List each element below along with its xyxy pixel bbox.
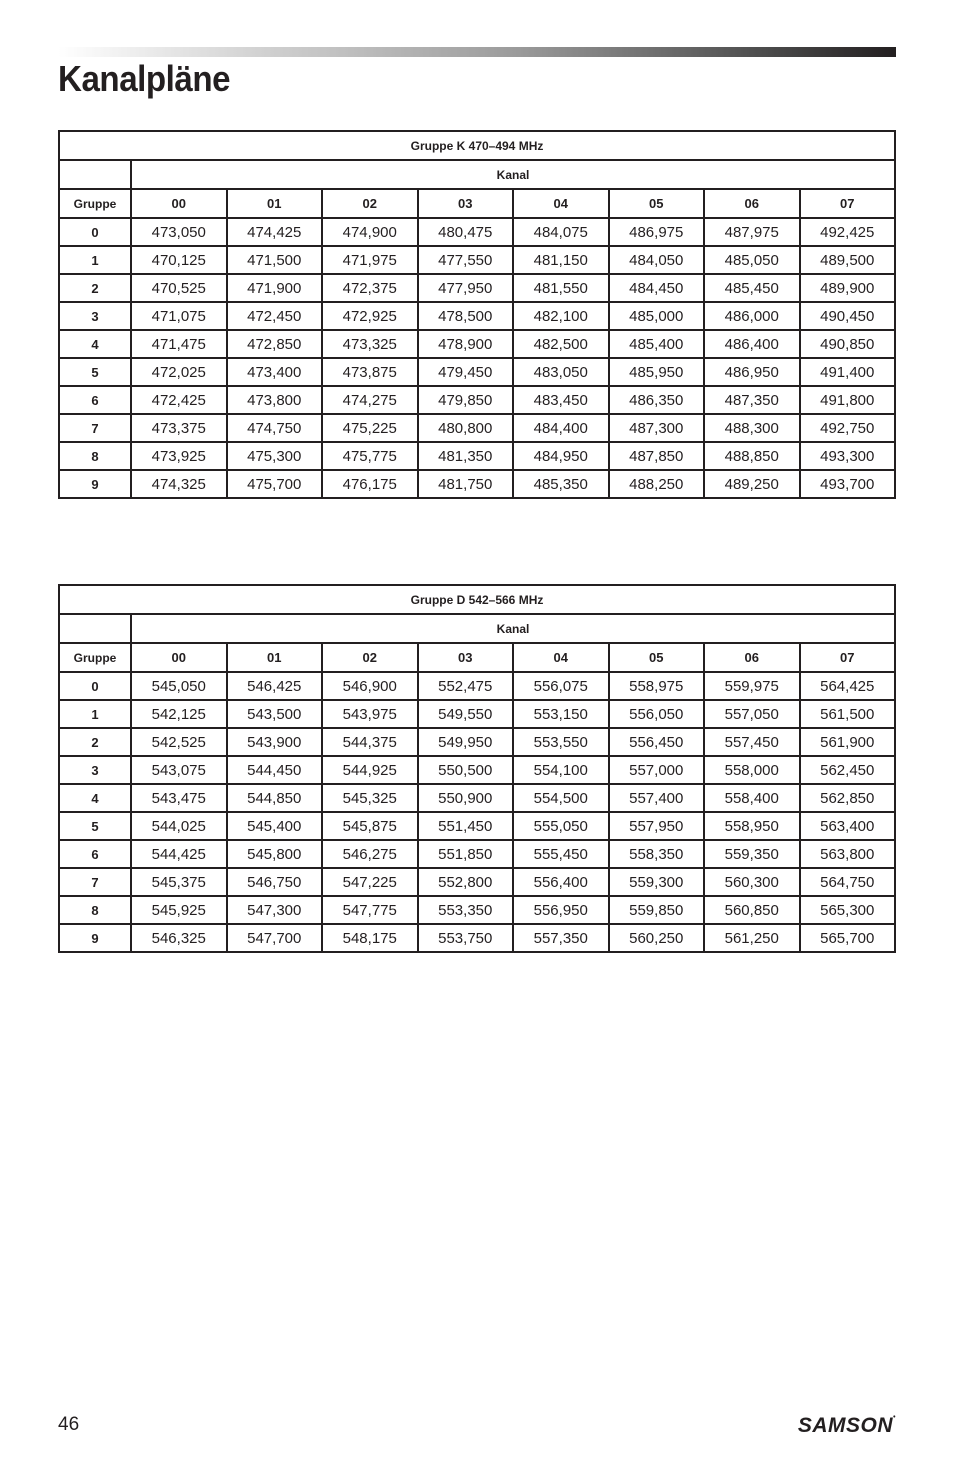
frequency-cell: 562,850 [800, 784, 896, 812]
frequency-cell: 484,950 [513, 442, 609, 470]
frequency-cell: 477,550 [418, 246, 514, 274]
frequency-cell: 472,925 [322, 302, 418, 330]
frequency-cell: 487,300 [609, 414, 705, 442]
table-row [59, 414, 895, 442]
channel-label: Kanal [131, 160, 895, 189]
frequency-cell: 487,850 [609, 442, 705, 470]
channel-header: 04 [513, 643, 609, 672]
channel-label-row [59, 160, 895, 189]
frequency-cell: 472,375 [322, 274, 418, 302]
frequency-cell: 474,900 [322, 218, 418, 246]
frequency-cell: 546,275 [322, 840, 418, 868]
frequency-cell: 543,075 [131, 756, 227, 784]
table-title-row [59, 585, 895, 614]
channel-label: Kanal [131, 614, 895, 643]
frequency-cell: 563,800 [800, 840, 896, 868]
frequency-cell: 552,475 [418, 672, 514, 700]
frequency-cell: 474,750 [227, 414, 323, 442]
group-number: 8 [59, 442, 131, 470]
brand-name: SAMSON [797, 1414, 894, 1437]
page-number: 46 [58, 1414, 80, 1435]
column-header-row [59, 643, 895, 672]
table-row [59, 840, 895, 868]
frequency-cell: 565,700 [800, 924, 896, 952]
channel-header: 06 [704, 189, 800, 218]
frequency-cell: 487,975 [704, 218, 800, 246]
frequency-cell: 550,500 [418, 756, 514, 784]
frequency-cell: 543,475 [131, 784, 227, 812]
frequency-cell: 486,350 [609, 386, 705, 414]
table-row [59, 700, 895, 728]
frequency-cell: 481,350 [418, 442, 514, 470]
group-number: 2 [59, 728, 131, 756]
frequency-cell: 477,950 [418, 274, 514, 302]
frequency-cell: 490,450 [800, 302, 896, 330]
channel-header: 03 [418, 643, 514, 672]
channel-header: 00 [131, 189, 227, 218]
table-title-row [59, 131, 895, 160]
frequency-cell: 489,500 [800, 246, 896, 274]
frequency-cell: 544,425 [131, 840, 227, 868]
frequency-cell: 556,075 [513, 672, 609, 700]
frequency-cell: 472,850 [227, 330, 323, 358]
table-row [59, 812, 895, 840]
frequency-cell: 484,075 [513, 218, 609, 246]
frequency-cell: 481,150 [513, 246, 609, 274]
frequency-cell: 485,450 [704, 274, 800, 302]
empty-corner-cell [59, 614, 131, 643]
samson-logo [798, 1414, 896, 1438]
frequency-cell: 547,700 [227, 924, 323, 952]
frequency-cell: 471,500 [227, 246, 323, 274]
frequency-cell: 559,300 [609, 868, 705, 896]
table-row [59, 756, 895, 784]
table-row [59, 330, 895, 358]
frequency-cell: 543,500 [227, 700, 323, 728]
frequency-cell: 485,050 [704, 246, 800, 274]
table-row [59, 470, 895, 498]
frequency-cell: 489,250 [704, 470, 800, 498]
page-title: Kanalpläne [58, 58, 231, 99]
frequency-cell: 560,850 [704, 896, 800, 924]
frequency-cell: 561,250 [704, 924, 800, 952]
frequency-cell: 556,400 [513, 868, 609, 896]
frequency-cell: 474,425 [227, 218, 323, 246]
frequency-cell: 488,850 [704, 442, 800, 470]
frequency-cell: 552,800 [418, 868, 514, 896]
frequency-cell: 486,975 [609, 218, 705, 246]
frequency-cell: 553,550 [513, 728, 609, 756]
frequency-cell: 481,750 [418, 470, 514, 498]
group-number: 3 [59, 756, 131, 784]
frequency-cell: 475,225 [322, 414, 418, 442]
frequency-cell: 490,850 [800, 330, 896, 358]
frequency-cell: 556,450 [609, 728, 705, 756]
table-row [59, 246, 895, 274]
channel-table-group-k [58, 130, 896, 499]
frequency-cell: 478,900 [418, 330, 514, 358]
channel-header: 02 [322, 643, 418, 672]
table-row [59, 302, 895, 330]
frequency-cell: 486,950 [704, 358, 800, 386]
frequency-cell: 473,925 [131, 442, 227, 470]
group-number: 2 [59, 274, 131, 302]
frequency-cell: 475,775 [322, 442, 418, 470]
frequency-cell: 554,500 [513, 784, 609, 812]
frequency-cell: 475,700 [227, 470, 323, 498]
group-number: 5 [59, 812, 131, 840]
channel-header: 06 [704, 643, 800, 672]
frequency-cell: 478,500 [418, 302, 514, 330]
frequency-cell: 479,450 [418, 358, 514, 386]
frequency-cell: 492,425 [800, 218, 896, 246]
frequency-cell: 486,000 [704, 302, 800, 330]
frequency-cell: 479,850 [418, 386, 514, 414]
frequency-cell: 558,950 [704, 812, 800, 840]
frequency-cell: 475,300 [227, 442, 323, 470]
table-title: Gruppe D 542–566 MHz [59, 585, 895, 614]
channel-header: 05 [609, 189, 705, 218]
frequency-cell: 553,750 [418, 924, 514, 952]
frequency-cell: 492,750 [800, 414, 896, 442]
frequency-cell: 557,950 [609, 812, 705, 840]
frequency-cell: 486,400 [704, 330, 800, 358]
trademark-dot: • [893, 1414, 896, 1421]
frequency-cell: 544,850 [227, 784, 323, 812]
frequency-cell: 473,375 [131, 414, 227, 442]
frequency-cell: 551,450 [418, 812, 514, 840]
frequency-cell: 549,550 [418, 700, 514, 728]
frequency-cell: 547,225 [322, 868, 418, 896]
frequency-cell: 470,125 [131, 246, 227, 274]
frequency-cell: 473,800 [227, 386, 323, 414]
frequency-cell: 470,525 [131, 274, 227, 302]
table-row [59, 672, 895, 700]
frequency-cell: 472,425 [131, 386, 227, 414]
frequency-cell: 542,525 [131, 728, 227, 756]
channel-label-row [59, 614, 895, 643]
group-number: 5 [59, 358, 131, 386]
group-number: 0 [59, 672, 131, 700]
frequency-cell: 555,050 [513, 812, 609, 840]
channel-table-group-d [58, 584, 896, 953]
frequency-cell: 558,975 [609, 672, 705, 700]
frequency-cell: 564,750 [800, 868, 896, 896]
table-row [59, 358, 895, 386]
frequency-cell: 550,900 [418, 784, 514, 812]
frequency-cell: 493,700 [800, 470, 896, 498]
frequency-cell: 548,175 [322, 924, 418, 952]
group-number: 7 [59, 414, 131, 442]
frequency-cell: 559,850 [609, 896, 705, 924]
frequency-cell: 483,050 [513, 358, 609, 386]
frequency-cell: 547,300 [227, 896, 323, 924]
table-row [59, 924, 895, 952]
frequency-cell: 557,350 [513, 924, 609, 952]
frequency-cell: 485,400 [609, 330, 705, 358]
empty-corner-cell [59, 160, 131, 189]
frequency-cell: 484,050 [609, 246, 705, 274]
frequency-cell: 542,125 [131, 700, 227, 728]
frequency-cell: 558,400 [704, 784, 800, 812]
frequency-cell: 482,500 [513, 330, 609, 358]
frequency-cell: 559,350 [704, 840, 800, 868]
frequency-cell: 557,400 [609, 784, 705, 812]
channel-header: 01 [227, 643, 323, 672]
frequency-cell: 480,475 [418, 218, 514, 246]
frequency-cell: 545,325 [322, 784, 418, 812]
table-row [59, 896, 895, 924]
table-row [59, 728, 895, 756]
frequency-cell: 557,050 [704, 700, 800, 728]
frequency-cell: 485,950 [609, 358, 705, 386]
channel-header: 04 [513, 189, 609, 218]
frequency-cell: 543,975 [322, 700, 418, 728]
group-number: 9 [59, 924, 131, 952]
frequency-cell: 474,325 [131, 470, 227, 498]
frequency-cell: 471,975 [322, 246, 418, 274]
group-number: 1 [59, 246, 131, 274]
frequency-cell: 485,350 [513, 470, 609, 498]
frequency-cell: 488,250 [609, 470, 705, 498]
frequency-cell: 559,975 [704, 672, 800, 700]
group-column-header: Gruppe [59, 189, 131, 218]
frequency-cell: 483,450 [513, 386, 609, 414]
frequency-cell: 560,250 [609, 924, 705, 952]
frequency-cell: 485,000 [609, 302, 705, 330]
group-number: 4 [59, 330, 131, 358]
frequency-cell: 472,450 [227, 302, 323, 330]
frequency-cell: 556,950 [513, 896, 609, 924]
frequency-cell: 557,450 [704, 728, 800, 756]
frequency-cell: 545,875 [322, 812, 418, 840]
frequency-cell: 544,375 [322, 728, 418, 756]
frequency-cell: 481,550 [513, 274, 609, 302]
frequency-cell: 547,775 [322, 896, 418, 924]
frequency-cell: 484,400 [513, 414, 609, 442]
channel-header: 07 [800, 643, 896, 672]
channel-header: 05 [609, 643, 705, 672]
frequency-cell: 553,350 [418, 896, 514, 924]
channel-header: 01 [227, 189, 323, 218]
frequency-cell: 554,100 [513, 756, 609, 784]
frequency-cell: 471,475 [131, 330, 227, 358]
frequency-cell: 544,925 [322, 756, 418, 784]
table-row [59, 868, 895, 896]
frequency-cell: 561,900 [800, 728, 896, 756]
group-number: 8 [59, 896, 131, 924]
group-number: 7 [59, 868, 131, 896]
frequency-cell: 561,500 [800, 700, 896, 728]
frequency-cell: 558,000 [704, 756, 800, 784]
frequency-cell: 546,750 [227, 868, 323, 896]
frequency-cell: 558,350 [609, 840, 705, 868]
frequency-cell: 476,175 [322, 470, 418, 498]
column-header-row [59, 189, 895, 218]
frequency-cell: 491,400 [800, 358, 896, 386]
group-number: 9 [59, 470, 131, 498]
frequency-cell: 471,075 [131, 302, 227, 330]
table-row [59, 442, 895, 470]
channel-header: 03 [418, 189, 514, 218]
frequency-cell: 553,150 [513, 700, 609, 728]
frequency-cell: 489,900 [800, 274, 896, 302]
frequency-cell: 556,050 [609, 700, 705, 728]
frequency-cell: 560,300 [704, 868, 800, 896]
channel-header: 07 [800, 189, 896, 218]
frequency-cell: 565,300 [800, 896, 896, 924]
frequency-cell: 473,400 [227, 358, 323, 386]
table-row [59, 784, 895, 812]
group-number: 0 [59, 218, 131, 246]
frequency-cell: 473,050 [131, 218, 227, 246]
frequency-cell: 484,450 [609, 274, 705, 302]
header-gradient-bar [58, 47, 896, 57]
frequency-cell: 544,450 [227, 756, 323, 784]
frequency-cell: 543,900 [227, 728, 323, 756]
group-column-header: Gruppe [59, 643, 131, 672]
frequency-cell: 545,925 [131, 896, 227, 924]
group-number: 6 [59, 840, 131, 868]
frequency-cell: 549,950 [418, 728, 514, 756]
frequency-cell: 472,025 [131, 358, 227, 386]
frequency-cell: 474,275 [322, 386, 418, 414]
frequency-cell: 493,300 [800, 442, 896, 470]
frequency-cell: 562,450 [800, 756, 896, 784]
group-number: 1 [59, 700, 131, 728]
frequency-cell: 545,375 [131, 868, 227, 896]
frequency-cell: 482,100 [513, 302, 609, 330]
channel-header: 02 [322, 189, 418, 218]
frequency-cell: 545,400 [227, 812, 323, 840]
table-title: Gruppe K 470–494 MHz [59, 131, 895, 160]
frequency-cell: 471,900 [227, 274, 323, 302]
frequency-cell: 564,425 [800, 672, 896, 700]
frequency-cell: 545,800 [227, 840, 323, 868]
frequency-cell: 546,425 [227, 672, 323, 700]
group-number: 6 [59, 386, 131, 414]
channel-header: 00 [131, 643, 227, 672]
table-row [59, 218, 895, 246]
group-number: 4 [59, 784, 131, 812]
frequency-cell: 545,050 [131, 672, 227, 700]
table-row [59, 386, 895, 414]
frequency-cell: 563,400 [800, 812, 896, 840]
frequency-cell: 487,350 [704, 386, 800, 414]
frequency-cell: 480,800 [418, 414, 514, 442]
group-number: 3 [59, 302, 131, 330]
frequency-cell: 488,300 [704, 414, 800, 442]
frequency-cell: 546,900 [322, 672, 418, 700]
frequency-cell: 544,025 [131, 812, 227, 840]
frequency-cell: 546,325 [131, 924, 227, 952]
frequency-cell: 551,850 [418, 840, 514, 868]
frequency-cell: 557,000 [609, 756, 705, 784]
frequency-cell: 491,800 [800, 386, 896, 414]
frequency-cell: 473,875 [322, 358, 418, 386]
frequency-cell: 473,325 [322, 330, 418, 358]
table-row [59, 274, 895, 302]
frequency-cell: 555,450 [513, 840, 609, 868]
